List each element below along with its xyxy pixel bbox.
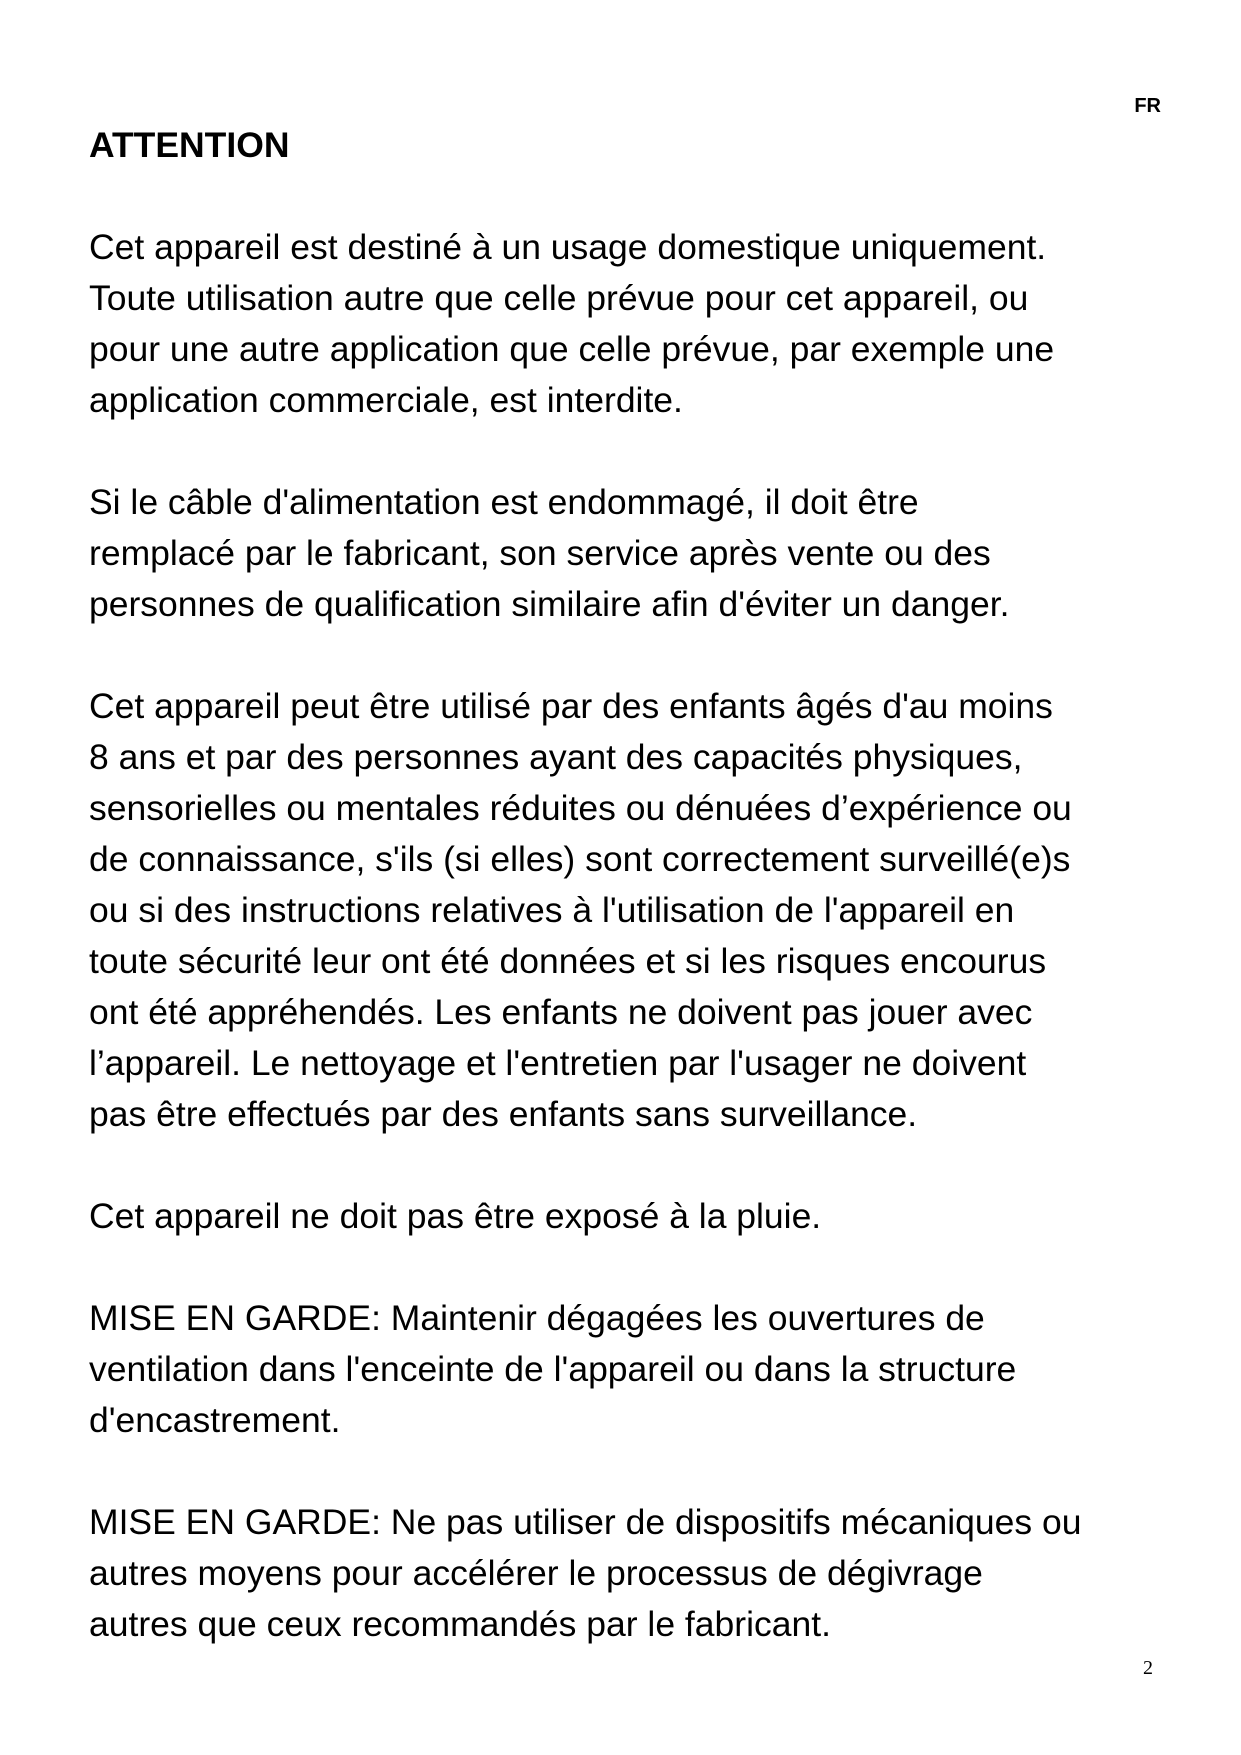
section-title: ATTENTION [89, 125, 290, 165]
paragraph-line: application commerciale, est interdite. [89, 380, 683, 420]
paragraph-line: Toute utilisation autre que celle prévue pour cet appareil, ou [89, 278, 1029, 318]
paragraph-ventilation-warning [89, 1293, 1169, 1446]
paragraph-line: MISE EN GARDE: Ne pas utiliser de dispositifs mécaniques ou [89, 1502, 1082, 1542]
paragraph-line: personnes de qualification similaire afin d'éviter un danger. [89, 584, 1010, 624]
paragraph-line: de connaissance, s'ils (si elles) sont correctement surveillé(e)s [89, 839, 1071, 879]
paragraph-line: Cet appareil est destiné à un usage domestique uniquement. [89, 227, 1047, 267]
paragraph-children-usage [89, 681, 1169, 1140]
paragraph-line: autres moyens pour accélérer le processus de dégivrage [89, 1553, 983, 1593]
paragraph-line: pas être effectués par des enfants sans surveillance. [89, 1094, 918, 1134]
language-tag: FR [1134, 95, 1161, 117]
paragraph-line: Si le câble d'alimentation est endommagé, il doit être [89, 482, 919, 522]
page-number: 2 [1143, 1657, 1153, 1679]
paragraph-line: ventilation dans l'enceinte de l'appareil ou dans la structure [89, 1349, 1017, 1389]
paragraph-line: toute sécurité leur ont été données et si les risques encourus [89, 941, 1047, 981]
paragraph-defrost-warning [89, 1497, 1169, 1650]
paragraph-line: remplacé par le fabricant, son service après vente ou des [89, 533, 991, 573]
paragraph-line: 8 ans et par des personnes ayant des capacités physiques, [89, 737, 1023, 777]
paragraph-line: l’appareil. Le nettoyage et l'entretien par l'usager ne doivent [89, 1043, 1027, 1083]
paragraph-line: autres que ceux recommandés par le fabricant. [89, 1604, 831, 1644]
paragraph-power-cable [89, 477, 1169, 630]
paragraph-line: Cet appareil ne doit pas être exposé à la pluie. [89, 1196, 822, 1236]
paragraph-line: d'encastrement. [89, 1400, 341, 1440]
document-content [89, 120, 1169, 1701]
paragraph-line: Cet appareil peut être utilisé par des enfants âgés d'au moins [89, 686, 1053, 726]
paragraph-line: MISE EN GARDE: Maintenir dégagées les ouvertures de [89, 1298, 985, 1338]
paragraph-line: ont été appréhendés. Les enfants ne doivent pas jouer avec [89, 992, 1033, 1032]
paragraph-domestic-use [89, 222, 1169, 426]
paragraph-line: sensorielles ou mentales réduites ou dénuées d’expérience ou [89, 788, 1072, 828]
paragraph-rain [89, 1191, 1169, 1242]
paragraph-line: pour une autre application que celle prévue, par exemple une [89, 329, 1055, 369]
paragraph-line: ou si des instructions relatives à l'utilisation de l'appareil en [89, 890, 1015, 930]
